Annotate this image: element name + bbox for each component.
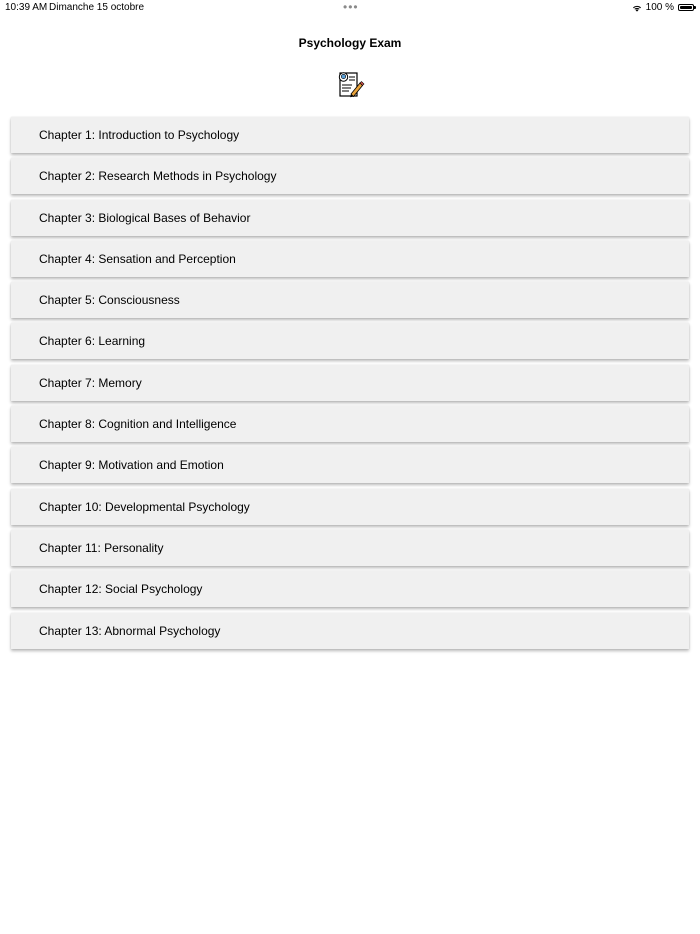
chapter-item-1[interactable] <box>11 117 689 153</box>
page-title: Psychology Exam <box>298 36 402 50</box>
exam-document-pencil-icon <box>335 70 365 100</box>
battery-percentage: 100 % <box>645 2 674 13</box>
multitasking-dots-icon[interactable]: ••• <box>343 0 359 14</box>
chapter-label: Chapter 7: Memory <box>39 375 142 390</box>
chapter-label: Chapter 10: Developmental Psychology <box>39 499 250 514</box>
chapter-item-10[interactable] <box>11 489 689 525</box>
chapter-label: Chapter 4: Sensation and Perception <box>39 251 236 266</box>
chapter-label: Chapter 2: Research Methods in Psychology <box>39 169 277 184</box>
chapter-label: Chapter 12: Social Psychology <box>39 582 203 597</box>
battery-icon <box>678 4 694 11</box>
chapter-label: Chapter 8: Cognition and Intelligence <box>39 417 237 432</box>
chapter-item-13[interactable] <box>11 613 689 649</box>
chapter-item-8[interactable] <box>11 406 689 442</box>
chapter-item-5[interactable] <box>11 282 689 318</box>
status-bar <box>0 0 700 16</box>
chapter-label: Chapter 1: Introduction to Psychology <box>39 128 240 142</box>
status-indicators <box>632 2 694 13</box>
status-date: Dimanche 15 octobre <box>49 2 145 13</box>
chapter-item-9[interactable] <box>11 447 689 483</box>
wifi-icon <box>632 4 642 12</box>
chapter-item-6[interactable] <box>11 323 689 359</box>
chapter-item-11[interactable] <box>11 530 689 566</box>
chapter-item-4[interactable] <box>11 241 689 277</box>
chapter-label: Chapter 11: Personality <box>39 540 164 555</box>
chapter-list <box>11 117 689 654</box>
chapter-item-12[interactable] <box>11 571 689 607</box>
chapter-label: Chapter 5: Consciousness <box>39 293 180 308</box>
chapter-label: Chapter 3: Biological Bases of Behavior <box>39 210 251 225</box>
chapter-label: Chapter 9: Motivation and Emotion <box>39 458 224 473</box>
chapter-item-2[interactable] <box>11 158 689 194</box>
chapter-label: Chapter 6: Learning <box>39 334 146 349</box>
status-time: 10:39 AM <box>5 2 48 13</box>
chapter-item-3[interactable] <box>11 200 689 236</box>
chapter-label: Chapter 13: Abnormal Psychology <box>39 623 221 638</box>
chapter-item-7[interactable] <box>11 365 689 401</box>
